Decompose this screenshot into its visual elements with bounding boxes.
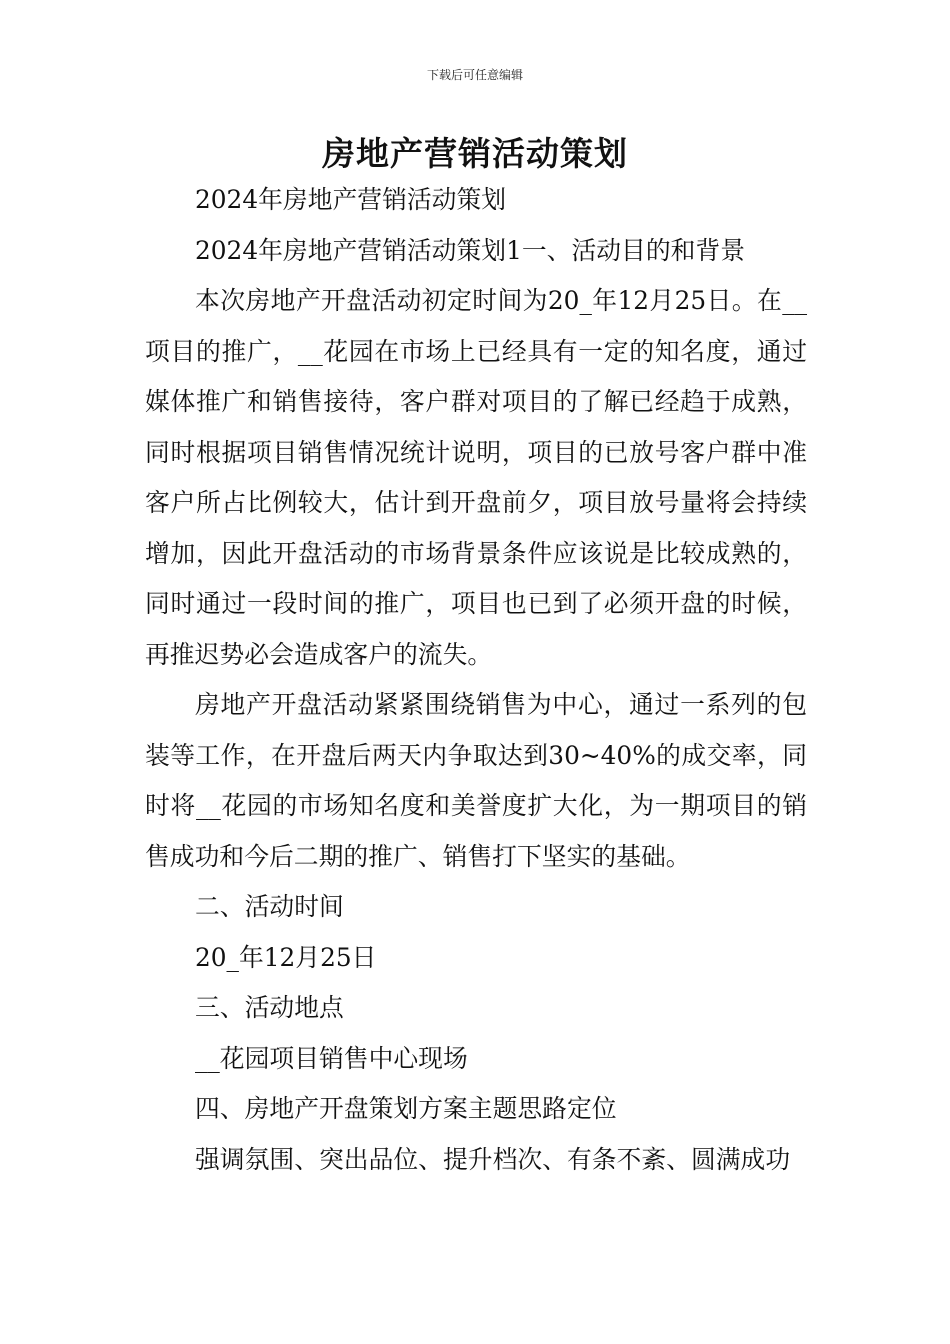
paragraph-subtitle: 2024年房地产营销活动策划 [195,185,507,214]
paragraph-goal: 房地产开盘活动紧紧围绕销售为中心，通过一系列的包装等工作，在开盘后两天内争取达到30~40%的成交率，同时将__花园的市场知名度和美誉度扩大化，为一期项目的销售成功和今后二期的推广、销售打下坚实的基础。 [145,690,807,871]
heading-theme-positioning: 四、房地产开盘策划方案主题思路定位 [195,1094,617,1123]
paragraph-activity-date: 20_年12月25日 [195,942,377,972]
paragraph-background: 本次房地产开盘活动初定时间为20_年12月25日。在__项目的推广，__花园在市场上已经具有一定的知名度，通过媒体推广和销售接待，客户群对项目的了解已经趋于成熟，同时根据项目销售情况统计说明，项目的已放号客户群中准客户所占比例较大，估计到开盘前夕，项目放号量将会持续增加，因此开盘活动的市场背景条件应该说是比较成熟的，同时通过一段时间的推广，项目也已到了必须开盘的时候，再推迟势必会造成客户的流失。 [145,286,807,669]
paragraph-theme-keywords: 强调氛围、突出品位、提升档次、有条不紊、圆满成功 [195,1144,791,1174]
heading-activity-time: 二、活动时间 [195,892,344,921]
page-header-note: 下载后可任意编辑 [426,68,523,82]
paragraph-section-one-heading: 2024年房地产营销活动策划1一、活动目的和背景 [195,235,746,265]
document-title: 房地产营销活动策划 [322,134,628,173]
document-body [145,175,807,1185]
paragraph-activity-venue: __花园项目销售中心现场 [195,1043,468,1073]
heading-activity-location: 三、活动地点 [195,993,344,1022]
